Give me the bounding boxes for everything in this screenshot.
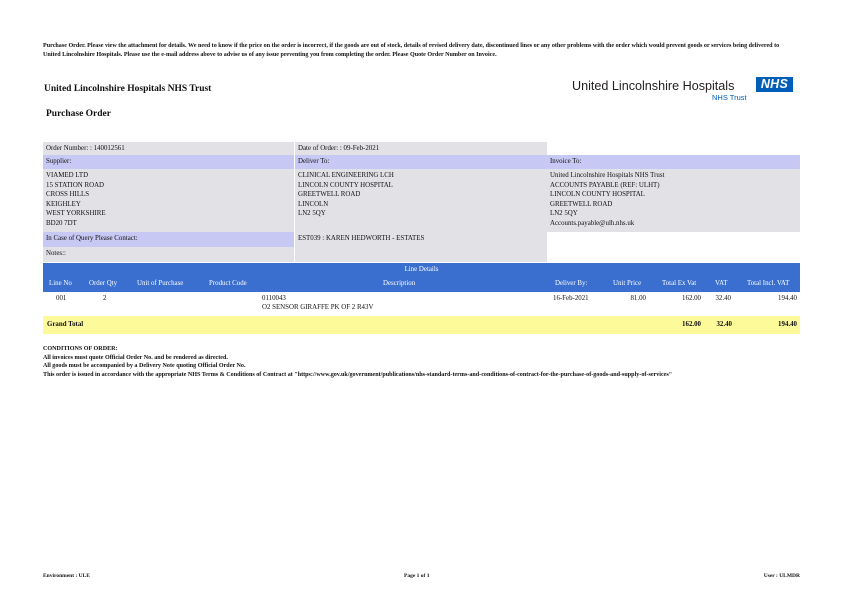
col-deliver-by: Deliver By: (555, 280, 588, 287)
query-contact: EST039 : KAREN HEDWORTH - ESTATES (295, 232, 547, 262)
notes-label: Notes:: (43, 247, 294, 262)
row-order-qty: 2 (103, 295, 107, 302)
row-unit-price: 81.00 (630, 295, 646, 302)
condition-line: All goods must be accompanied by a Delivery Note quoting Official Order No. (43, 363, 246, 370)
grand-total-incl-vat: 194.40 (778, 321, 797, 328)
supplier-address: VIAMED LTD 15 STATION ROAD CROSS HILLS KEIGHLEY WEST YORKSHIRE BD20 7DT (43, 169, 294, 232)
line-details-title: Line Details (404, 266, 439, 273)
order-date: Date of Order: : 09-Feb-2021 (295, 142, 547, 155)
deliver-to-label: Deliver To: (295, 155, 547, 169)
logo-nhs-trust: NHS Trust (712, 93, 747, 102)
row-vat: 32.40 (715, 295, 731, 302)
grand-total-ex-vat: 162.00 (682, 321, 701, 328)
col-line-no: Line No (49, 280, 72, 287)
grand-total-row (43, 316, 800, 334)
grand-total-vat: 32.40 (716, 321, 732, 328)
col-order-qty: Order Qty (89, 280, 118, 287)
row-product-code: 0110043 (262, 295, 286, 302)
conditions-title: CONDITIONS OF ORDER: (43, 346, 118, 352)
condition-line: All invoices must quote Official Order No. and be rendered as directed. (43, 354, 228, 361)
trust-name: United Lincolnshire Hospitals NHS Trust (44, 84, 212, 94)
footer-page-number: Page 1 of 1 (404, 573, 430, 579)
logo-name: United Lincolnshire Hospitals (572, 79, 735, 93)
invoice-to-label: Invoice To: (547, 155, 800, 169)
col-unit-of-purchase: Unit of Purchase (137, 280, 184, 287)
nhs-trust-logo (572, 76, 798, 104)
footer-user: User : ULMDR (763, 573, 800, 579)
nhs-logo-icon: NHS (756, 77, 793, 92)
query-label: In Case of Query Please Contact: (43, 232, 294, 247)
row-total-ex-vat: 162.00 (682, 295, 701, 302)
row-line-no: 001 (56, 295, 67, 302)
row-description: O2 SENSOR GIRAFFE PK OF 2 R43V (262, 304, 374, 311)
line-details-header (43, 263, 800, 292)
col-description: Description (383, 280, 416, 287)
footer-environment: Environment : ULE (43, 573, 90, 579)
grand-total-label: Grand Total (47, 321, 84, 328)
col-unit-price: Unit Price (613, 280, 642, 287)
col-total-ex-vat: Total Ex Vat (662, 280, 697, 287)
col-product-code: Product Code (209, 280, 247, 287)
conditions-of-order (43, 345, 798, 379)
order-number: Order Number: : 140012561 (43, 142, 294, 155)
supplier-label: Supplier: (43, 155, 294, 169)
document-title: Purchase Order (46, 109, 111, 119)
row-total-incl-vat: 194.40 (778, 295, 797, 302)
col-vat: VAT (715, 280, 728, 287)
condition-line: This order is issued in accordance with the appropriate NHS Terms & Conditions of Contract at "https://www.gov.uk/government/publications/nhs-standard-terms-and-conditions-of-contract-for-the-purchase-of-goods-and-supply-of-services" (43, 371, 673, 378)
invoice-to-address: United Lincolnshire Hospitals NHS Trust ACCOUNTS PAYABLE (REF: ULHT) LINCOLN COUNTY HOSPITAL GREETWELL ROAD LN2 5QY Accounts.payable@ulh.nhs.uk (547, 169, 800, 232)
row-deliver-by: 16-Feb-2021 (553, 295, 589, 302)
col-total-incl-vat: Total Incl. VAT (747, 280, 790, 287)
deliver-to-address: CLINICAL ENGINEERING LCH LINCOLN COUNTY HOSPITAL GREETWELL ROAD LINCOLN LN2 5QY (295, 169, 547, 232)
order-notice: Purchase Order. Please view the attachment for details. We need to know if the price on the order is incorrect, if the goods are out of stock, details of revised delivery date, discontinued lines or any other problems with the order which would prevent goods or services being delivered to United Lincolnshire Hospitals. Please use the e-mail address above to advise us of any issue preventing you from completing the order. Please Quote Order Number on Invoice. (43, 43, 780, 58)
